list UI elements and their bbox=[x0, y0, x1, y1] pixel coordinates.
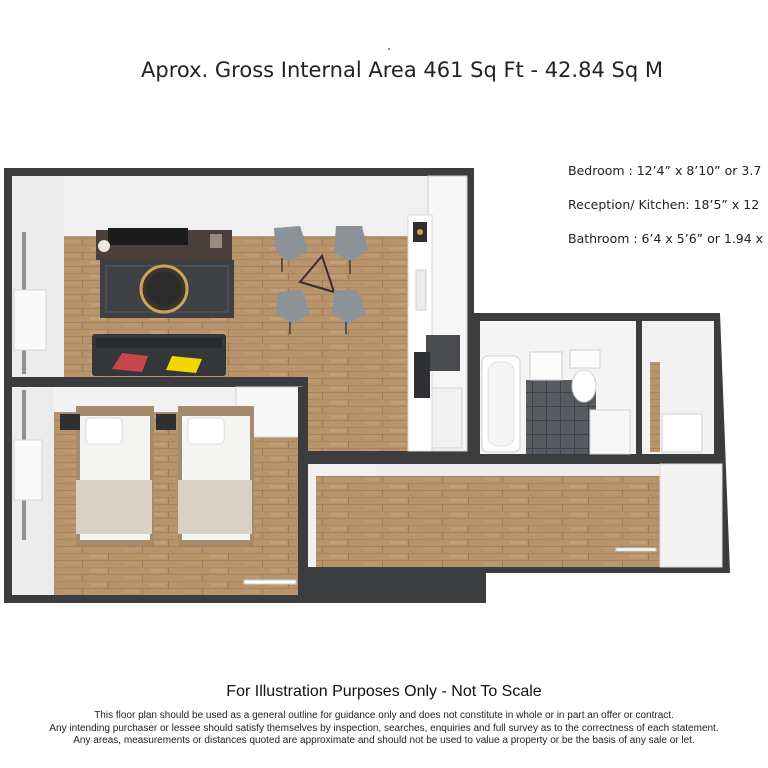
disclaimer-line: Any areas, measurements or distances quoted are approximate and should not be used to value a property or be the basis of any sale or let. bbox=[73, 735, 695, 746]
disclaimer-line: Any intending purchaser or lessee should satisfy themselves by inspection, searches, enquiries and full survey as to the correctness of each statement. bbox=[49, 722, 719, 734]
kitchen-units bbox=[408, 176, 467, 451]
disclaimer-text bbox=[0, 710, 768, 748]
tv-unit bbox=[96, 228, 232, 260]
bathroom bbox=[480, 321, 636, 454]
bed bbox=[178, 406, 254, 546]
page-title: Aprox. Gross Internal Area 461 Sq Ft - 42.84 Sq M bbox=[141, 58, 663, 82]
storage-cupboard bbox=[642, 321, 714, 454]
stray-mark bbox=[388, 48, 390, 50]
sofa bbox=[92, 334, 226, 376]
bedside-table bbox=[156, 414, 176, 430]
disclaimer-line: This floor plan should be used as a general outline for guidance only and does not constitute in whole or in part an offer or contract. bbox=[94, 710, 674, 721]
bedside-table bbox=[60, 414, 80, 430]
reception-kitchen-dimensions: Reception/ Kitchen: 18’5” x 12 bbox=[568, 197, 760, 212]
bathroom-dimensions: Bathroom : 6’4 x 5’6” or 1.94 x bbox=[568, 231, 764, 246]
floor-plan bbox=[0, 160, 768, 610]
disclaimer-heading: For Illustration Purposes Only - Not To Scale bbox=[226, 683, 542, 700]
bedroom-dimensions: Bedroom : 12’4” x 8’10” or 3.7 bbox=[568, 163, 762, 178]
bed bbox=[76, 406, 154, 546]
coffee-table bbox=[141, 266, 187, 312]
